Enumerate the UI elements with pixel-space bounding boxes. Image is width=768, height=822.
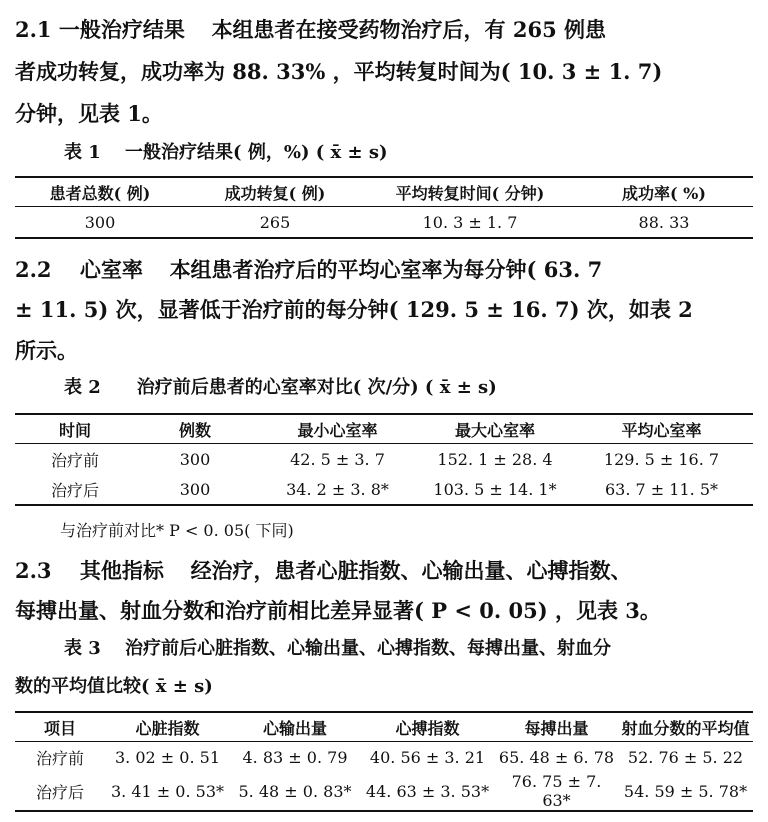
table-cell: 4. 83 ± 0. 79 [242, 747, 348, 767]
table-cell: 129. 5 ± 16. 7 [603, 449, 720, 469]
section-2-3-heading: 2.3 其他指标 [15, 558, 164, 583]
table-cell: 63. 7 ± 11. 5* [605, 479, 718, 499]
table-2-caption: 表 2 治疗前后患者的心室率对比( 次/分) ( x̄ ± s) [64, 377, 497, 398]
table-cell: 65. 48 ± 6. 78 [498, 747, 615, 767]
table-cell: 152. 1 ± 28. 4 [437, 449, 553, 469]
section-2-2-text-1: 本组患者治疗后的平均心室率为每分钟( 63. 7 [169, 257, 603, 282]
section-2-2-line-1 [15, 256, 602, 284]
table-row [15, 772, 753, 811]
table-cell: 52. 76 ± 5. 22 [627, 747, 744, 767]
table-cell: 265 [259, 212, 291, 232]
section-2-3-line-1 [15, 557, 632, 585]
section-2-3-text-1: 经治疗，患者心脏指数、心输出量、心搏指数、 [190, 558, 632, 583]
table-cell: 治疗前 [50, 450, 99, 470]
table-2-header: 例数 [135, 414, 255, 444]
table-2-header: 平均心室率 [570, 414, 753, 444]
table-cell: 40. 56 ± 3. 21 [369, 747, 486, 767]
table-1-header-row [15, 177, 753, 207]
table-cell: 300 [179, 479, 211, 499]
table-1-header: 平均转复时间( 分钟) [365, 177, 575, 207]
table-1-header: 成功转复( 例) [185, 177, 365, 207]
section-2-1-line-2: 者成功转复，成功率为 88. 33% ，平均转复时间为( 10. 3 ± 1. 7) [15, 59, 663, 84]
table-3 [15, 711, 753, 812]
table-row [15, 444, 753, 475]
section-2-2-heading: 2.2 心室率 [15, 257, 143, 282]
table-cell: 300 [84, 212, 116, 232]
section-2-2-line-2: ± 11. 5) 次，显著低于治疗前的每分钟( 129. 5 ± 16. 7) 次，如表 2 [15, 297, 693, 322]
table-cell: 54. 59 ± 5. 78* [623, 781, 748, 801]
table-3-caption-line-1: 表 3 治疗前后心脏指数、心输出量、心搏指数、每搏出量、射血分 [64, 638, 612, 659]
table-3-header: 每搏出量 [495, 712, 618, 742]
table-2-header: 最大心室率 [420, 414, 570, 444]
table-cell: 34. 2 ± 3. 8* [286, 479, 389, 499]
table-3-caption-line-2: 数的平均值比较( x̄ ± s) [15, 676, 213, 697]
table-1-header: 成功率( %) [575, 177, 753, 207]
table-cell: 103. 5 ± 14. 1* [433, 479, 557, 499]
section-2-1-line-3: 分钟，见表 1。 [15, 101, 163, 126]
table-2-header-row [15, 414, 753, 444]
table-row [15, 474, 753, 505]
table-cell: 治疗后 [50, 480, 99, 500]
table-2-header: 时间 [15, 414, 135, 444]
table-1-header: 患者总数( 例) [15, 177, 185, 207]
table-cell: 42. 5 ± 3. 7 [290, 449, 385, 469]
table-3-header: 心输出量 [230, 712, 360, 742]
table-cell: 5. 48 ± 0. 83* [238, 781, 352, 801]
table-1 [15, 176, 753, 239]
section-2-1-heading: 2.1 一般治疗结果 [15, 17, 185, 42]
section-2-3-line-2: 每搏出量、射血分数和治疗前相比差异显著( P < 0. 05) ，见表 3。 [15, 598, 661, 623]
table-cell: 44. 63 ± 3. 53* [365, 781, 490, 801]
table-cell: 3. 41 ± 0. 53* [111, 781, 224, 801]
table-3-header: 项目 [15, 712, 105, 742]
section-2-1-line-1 [15, 16, 606, 44]
table-cell: 76. 75 ± 7. 63* [511, 772, 602, 810]
table-row [15, 742, 753, 773]
table-cell: 10. 3 ± 1. 7 [422, 212, 518, 232]
table-cell: 300 [179, 449, 211, 469]
table-3-header: 心搏指数 [360, 712, 495, 742]
table-cell: 3. 02 ± 0. 51 [115, 747, 220, 767]
table-3-header: 射血分数的平均值 [618, 712, 753, 742]
section-2-1-text-1: 本组患者在接受药物治疗后，有 265 例患 [211, 17, 607, 42]
table-3-header: 心脏指数 [105, 712, 230, 742]
section-2-2-line-3: 所示。 [15, 338, 78, 363]
table-cell: 治疗前 [35, 748, 84, 768]
table-1-caption: 表 1 一般治疗结果( 例，%) ( x̄ ± s) [64, 142, 388, 163]
table-cell: 88. 33 [638, 212, 690, 232]
table-row [15, 207, 753, 239]
table-3-header-row [15, 712, 753, 742]
table-2-footnote: 与治疗前对比* P < 0. 05( 下同) [60, 521, 294, 540]
table-cell: 治疗后 [35, 782, 84, 802]
table-2-header: 最小心室率 [255, 414, 420, 444]
table-2 [15, 413, 753, 506]
